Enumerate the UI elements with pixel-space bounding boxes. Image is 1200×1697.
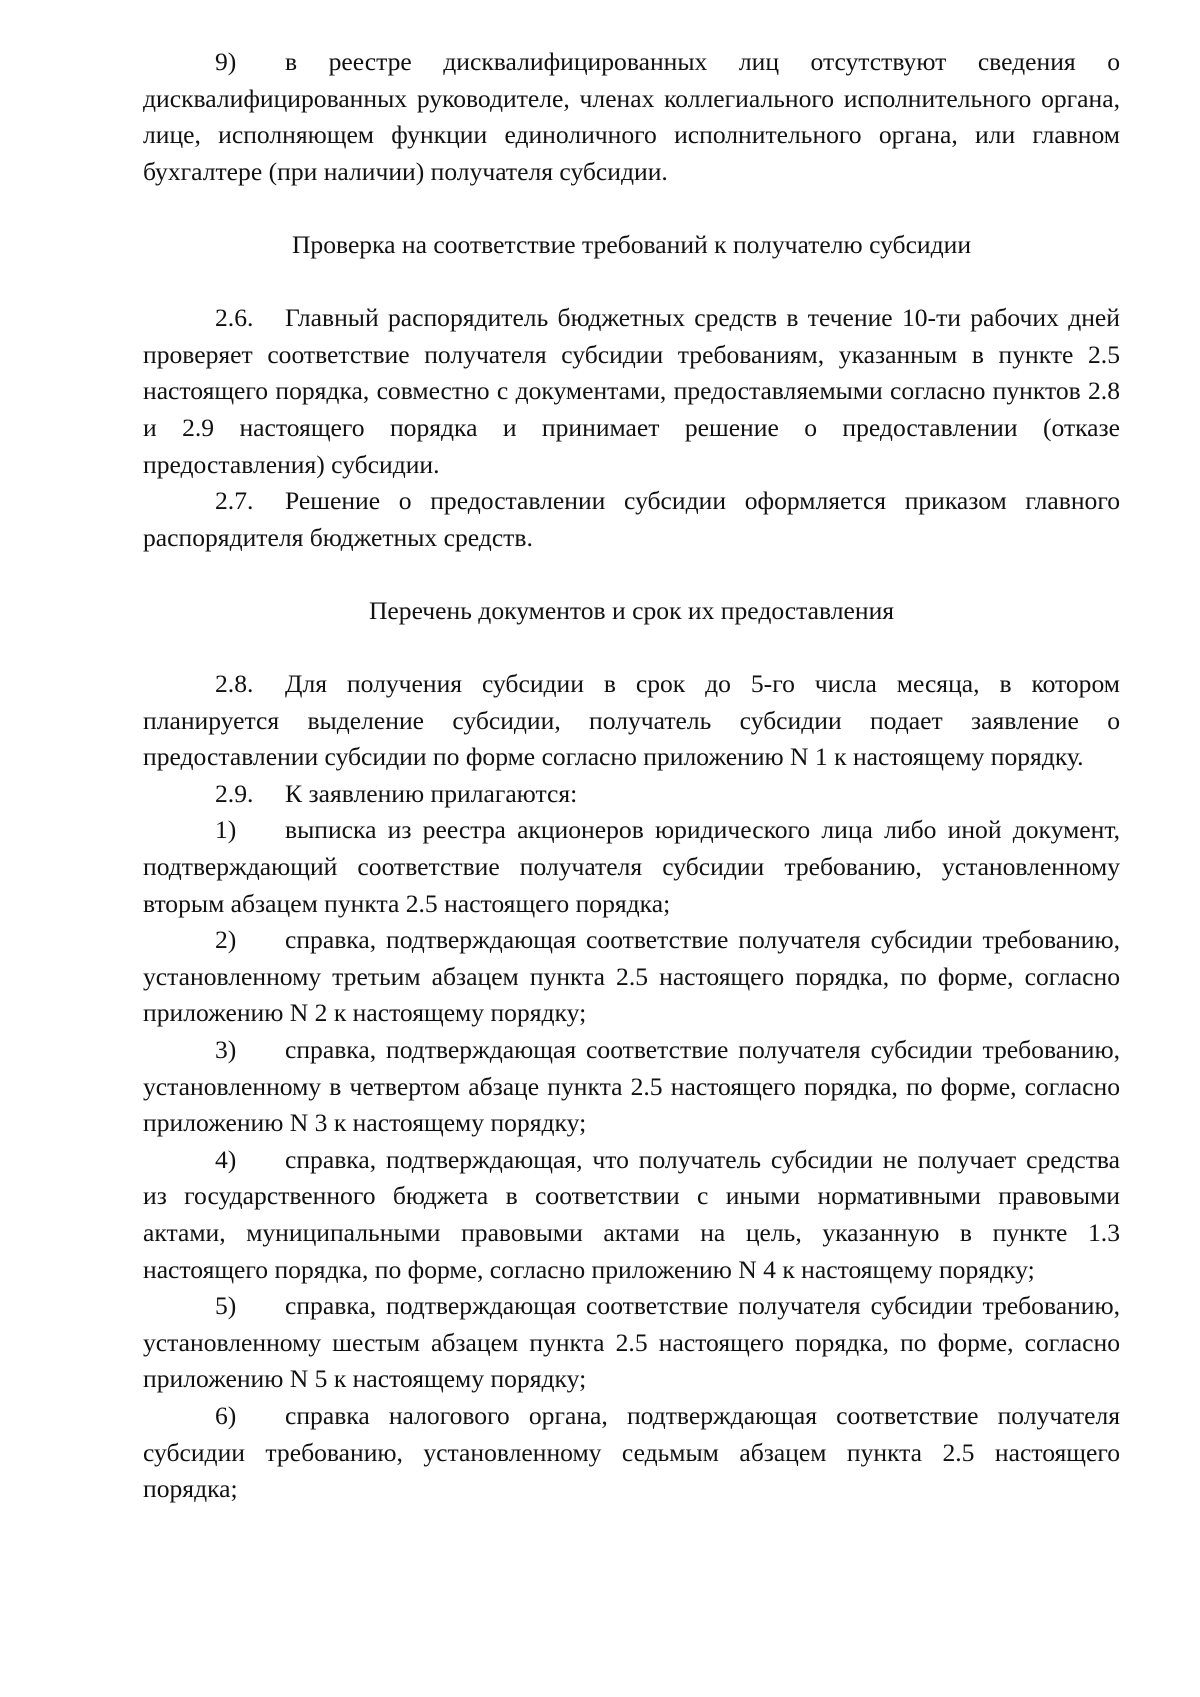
list-item [143,1032,1120,1142]
item-text: Для получения субсидии в срок до 5-го числа месяца, в котором планируется выделение субсидии, получатель субсидии подает заявление о предоставлении субсидии по форме согласно приложению N 1 к настоящему порядку. [143,669,1120,772]
paragraph [143,666,1120,776]
list-item [143,1142,1120,1288]
section-heading: Проверка на соответствие требований к получателю субсидии [291,229,972,259]
section-heading: Перечень документов и срок их предоставления [368,595,895,625]
paragraph [143,483,1120,556]
document-page [143,44,1120,1508]
item-number: 2.7. [215,486,254,516]
list-item [143,1398,1120,1508]
item-number: 2.8. [215,669,254,699]
item-text: К заявлению прилагаются: [285,778,578,808]
item-number: 5) [215,1291,237,1321]
item-text: Решение о предоставлении субсидии оформляется приказом главного распорядителя бюджетных средств. [143,486,1120,552]
item-number: 2.6. [215,303,254,333]
item-number: 1) [215,815,237,845]
item-text: справка, подтверждающая соответствие получателя субсидии требованию, установленному в четвертом абзаце пункта 2.5 настоящего порядка, по форме, согласно приложению N 3 к настоящему порядку; [143,1035,1120,1138]
item-text: справка, подтверждающая соответствие получателя субсидии требованию, установленному третьим абзацем пункта 2.5 настоящего порядка, по форме, согласно приложению N 2 к настоящему порядку; [143,925,1120,1028]
item-number: 2) [215,925,237,955]
item-number: 9) [215,47,237,76]
list-item [143,922,1120,1032]
paragraph [143,776,1120,813]
list-item [143,44,1120,190]
item-text: справка, подтверждающая соответствие получателя субсидии требованию, установленному шестым абзацем пункта 2.5 настоящего порядка, по форме, согласно приложению N 5 к настоящему порядку; [143,1291,1120,1394]
paragraph [143,300,1120,483]
item-number: 6) [215,1400,237,1430]
item-text: выписка из реестра акционеров юридического лица либо иной документ, подтверждающий соответствие получателя субсидии требованию, установленному вторым абзацем пункта 2.5 настоящего порядка; [143,815,1120,918]
list-item [143,812,1120,922]
item-number: 3) [215,1035,237,1065]
item-text: справка налогового органа, подтверждающая соответствие получателя субсидии требованию, установленному седьмым абзацем пункта 2.5 настоящего порядка; [143,1400,1120,1504]
item-text: в реестре дисквалифицированных лиц отсутствуют сведения о дисквалифицированных руководителе, членах коллегиального исполнительного органа, лице, исполняющем функции единоличного исполнительного органа, или главном бухгалтере (при наличии) получателя субсидии. [143,47,1120,186]
item-number: 4) [215,1144,237,1174]
item-text: справка, подтверждающая, что получатель субсидии не получает средства из государственного бюджета в соответствии с иными нормативными правовыми актами, муниципальными правовыми актами на цель, указанную в пункте 1.3 настоящего порядка, по форме, согласно приложению N 4 к настоящему порядку; [143,1144,1120,1284]
list-item [143,1288,1120,1398]
item-number: 2.9. [215,778,254,808]
item-text: Главный распорядитель бюджетных средств в течение 10-ти рабочих дней проверяет соответствие получателя субсидии требованиям, указанным в пункте 2.5 настоящего порядка, совместно с документами, предоставляемыми согласно пунктов 2.8 и 2.9 настоящего порядка и принимает решение о предоставлении (отказе предоставления) субсидии. [143,303,1120,479]
